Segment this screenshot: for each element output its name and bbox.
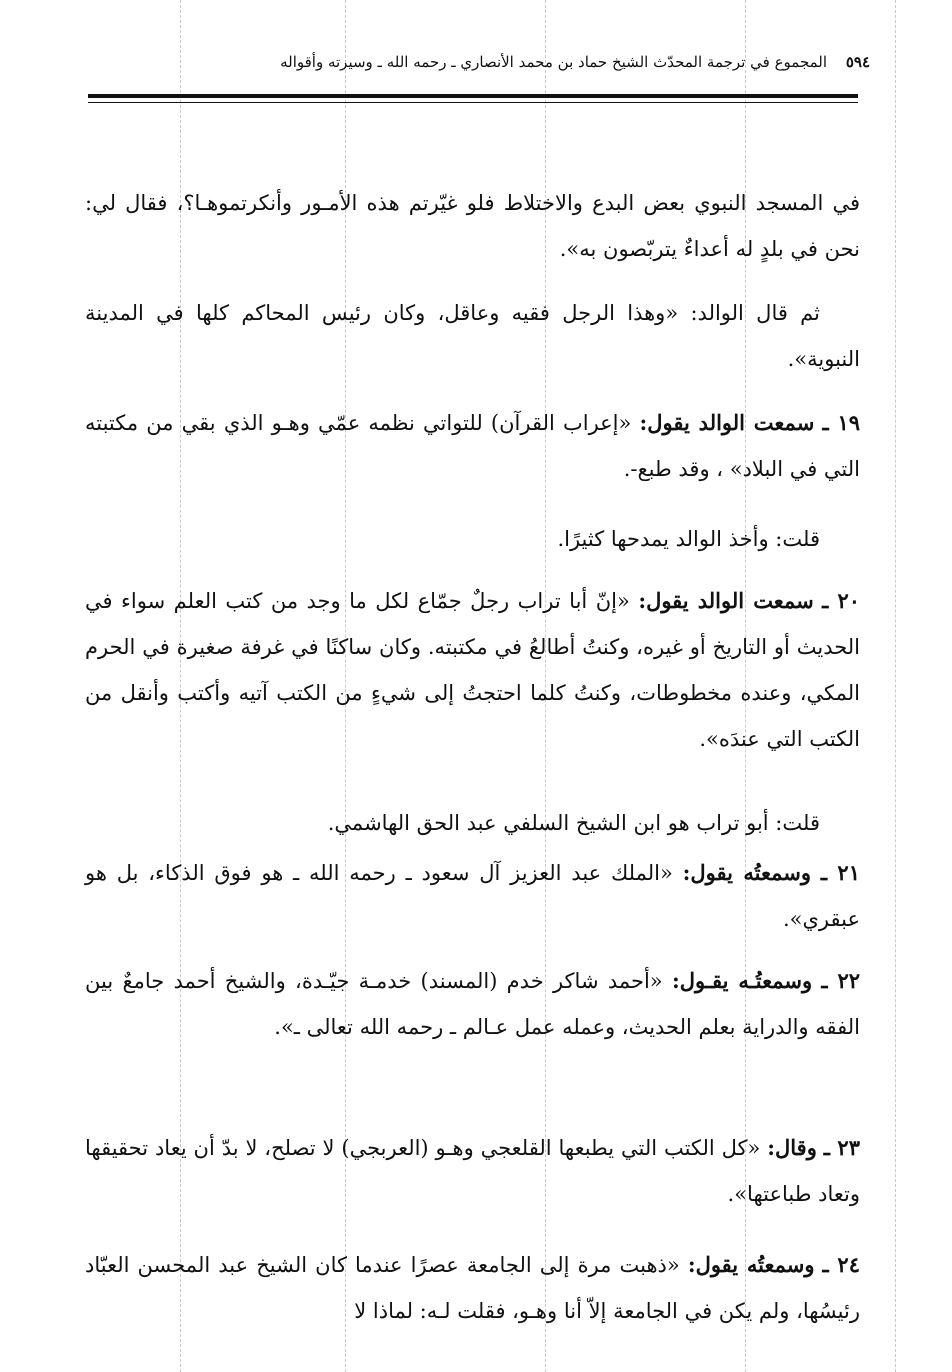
item-text: «الملك عبد العزيز آل سعود ـ رحمه الله ـ هو فوق الذكاء، بل هو عبقري». (85, 861, 860, 931)
paragraph (85, 290, 860, 382)
scan-guide-line (895, 0, 896, 1372)
numbered-paragraph (85, 400, 860, 492)
paragraph-text: في المسجد النبوي بعض البدع والاختلاط فلو غيّرتم هذه الأمـور وأنكرتموهـا؟، فقال لي: نحن في بلدٍ له أعداءٌ يتربّصون به». (85, 191, 860, 261)
item-number: ١٩ ـ (822, 410, 860, 435)
item-text: «أحمد شاكر خدم (المسند) خدمـة جيّـدة، والشيخ أحمد جامعٌ بين الفقه والدراية بعلم الحديث، وعمله عمل عـالم ـ رحمه الله تعالى ـ». (85, 969, 860, 1039)
item-number: ٢١ ـ (820, 860, 860, 885)
item-number: ٢٤ ـ (822, 1252, 860, 1277)
paragraph-text: ثم قال الوالد: «وهذا الرجل فقيه وعاقل، وكان رئيس المحاكم كلها في المدينة النبوية». (85, 301, 860, 371)
paragraph (85, 180, 860, 272)
item-number: ٢٢ ـ (821, 968, 861, 993)
item-text: «إنّ أبا تراب رجلٌ جمّاع لكل ما وجد من كتب العلم سواء في الحديث أو التاريخ أو غيره، وكنتُ أطالعُ في مكتبته. وكان ساكنًا في غرفة صغيرة في الحرم المكي، وعنده مخطوطات، وكنتُ كلما احتجتُ إلى شيءٍ من الكتب آتيه وأكتب وأنقل من الكتب التي عندَه». (85, 589, 860, 751)
paragraph-text: قلت: أبو تراب هو ابن الشيخ السلفي عبد الحق الهاشمي. (327, 811, 820, 835)
numbered-paragraph (85, 1242, 860, 1334)
numbered-paragraph (85, 578, 860, 762)
item-lead: وقال: (767, 1135, 817, 1160)
paragraph (85, 516, 860, 562)
item-text: «كل الكتب التي يطبعها القلعجي وهـو (العربجي) لا تصلح، لا بدّ أن يعاد تحقيقها وتعاد طباعتها». (85, 1136, 860, 1206)
numbered-paragraph (85, 958, 860, 1050)
numbered-paragraph (85, 1125, 860, 1217)
page-number: ٥٩٤ (845, 53, 870, 71)
item-lead: وسمعتُه يقول: (682, 860, 812, 885)
item-text: «ذهبت مرة إلى الجامعة عصرًا عندما كان الشيخ عبد المحسن العبّاد رئيسُها، ولم يكن في الجامعة إلاّ أنا وهـو، فقلت لـه: لماذا لا (85, 1253, 860, 1323)
item-lead: وسمعتُه يقول: (687, 1252, 815, 1277)
item-text: «إعراب القرآن) للتواتي نظمه عمّي وهـو الذي بقي من مكتبته التي في البلاد» ، وقد طبع-. (85, 411, 860, 481)
running-header (170, 42, 870, 82)
paragraph-text: قلت: وأخذ الوالد يمدحها كثيرًا. (557, 527, 820, 551)
item-lead: سمعت الوالد يقول: (639, 410, 815, 435)
numbered-paragraph (85, 850, 860, 942)
header-rule-thin (88, 102, 858, 103)
item-lead: وسمعتُـه يقـول: (671, 968, 813, 993)
header-rule-thick (88, 94, 858, 98)
paragraph (85, 800, 860, 846)
item-number: ٢٠ ـ (822, 588, 860, 613)
item-lead: سمعت الوالد يقول: (638, 588, 814, 613)
item-number: ٢٣ ـ (823, 1135, 860, 1160)
running-title: المجموع في ترجمة المحدّث الشيخ حماد بن محمد الأنصاري ـ رحمه الله ـ وسيرته وأقواله (280, 53, 828, 71)
